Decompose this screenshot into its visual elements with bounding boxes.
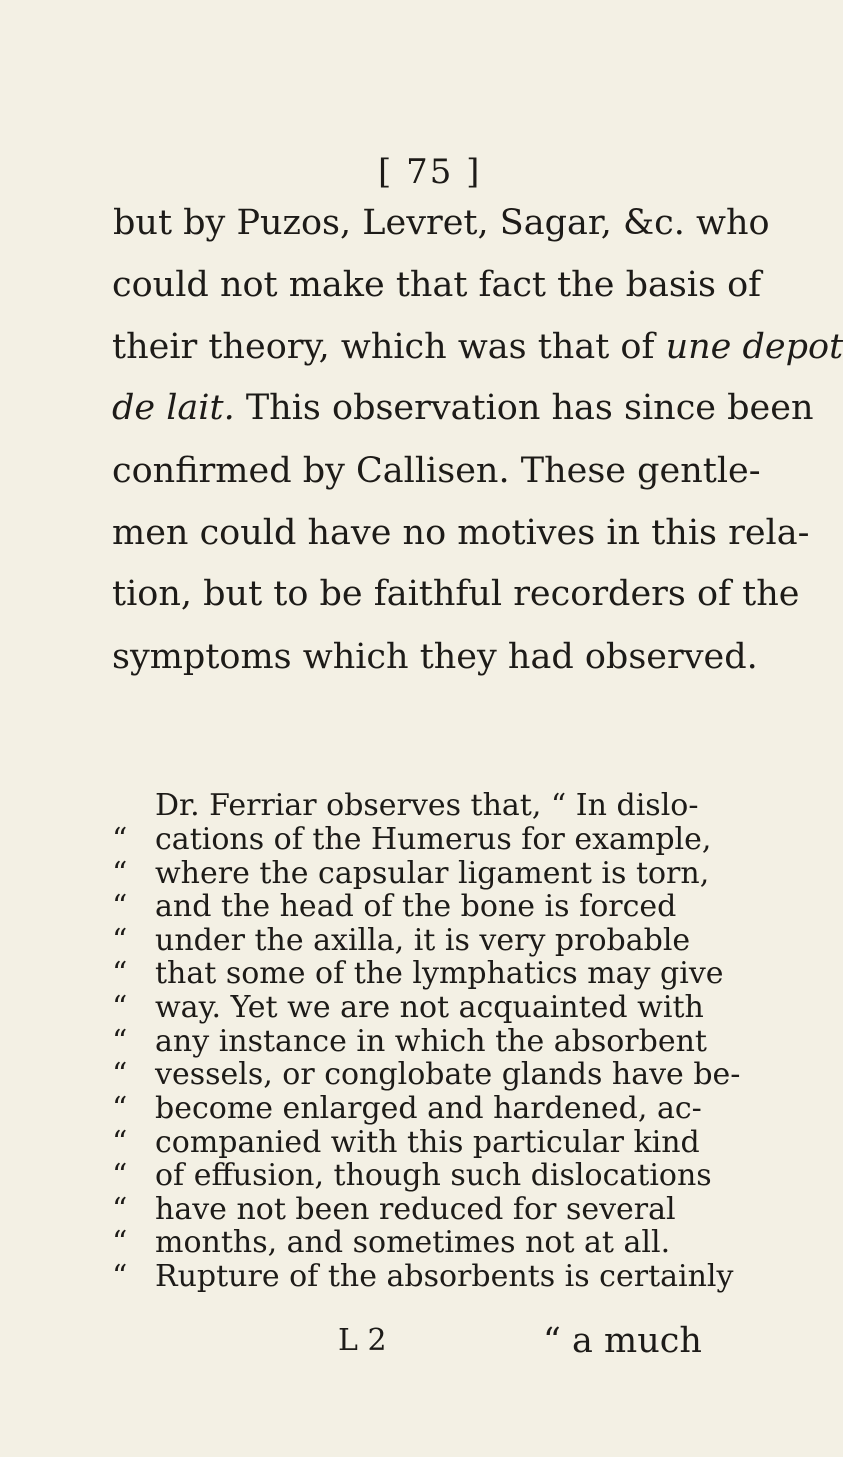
quote-mark: “ (112, 956, 128, 992)
text-line: have not been reduced for several (155, 1191, 676, 1227)
italic-phrase: une depot (665, 327, 843, 367)
text-line: become enlarged and hardened, ac- (155, 1090, 702, 1126)
quote-mark: “ (112, 1057, 128, 1093)
text-line (112, 327, 843, 367)
text-line: men could have no motives in this rela- (112, 513, 810, 553)
quote-mark: “ (112, 822, 128, 857)
text-line: cations of the Humerus for example, (155, 822, 712, 857)
quote-mark: “ (112, 1191, 128, 1227)
text-span: their theory, which was that of (112, 327, 666, 367)
text-line: symptoms which they had observed. (112, 637, 758, 677)
text-line: under the axilla, it is very probable (155, 922, 691, 958)
italic-phrase: de lait. (112, 388, 235, 428)
text-line: confirmed by Callisen. These gentle- (112, 451, 761, 491)
text-line: Dr. Ferriar observes that, “ In dislo- (155, 788, 699, 824)
quote-mark: “ (112, 1023, 128, 1059)
quote-mark: “ (112, 1225, 128, 1261)
text-line: where the capsular ligament is torn, (155, 855, 710, 891)
page-number-header: [ 75 ] (378, 152, 482, 192)
catchword: “ a much (543, 1321, 702, 1361)
text-line: and the head of the bone is forced (155, 889, 677, 925)
text-line: but by Puzos, Levret, Sagar, &c. who (113, 203, 770, 243)
quote-mark: “ (112, 990, 128, 1026)
text-line: of effusion, though such dislocations (155, 1158, 712, 1194)
quote-mark: “ (112, 855, 128, 891)
text-line: tion, but to be faithful recorders of the (112, 574, 800, 614)
text-line: way. Yet we are not acquainted with (155, 990, 704, 1026)
text-line: that some of the lymphatics may give (155, 956, 724, 992)
quote-mark: “ (112, 1158, 128, 1194)
quote-mark: “ (112, 1124, 128, 1160)
text-line: months, and sometimes not at all. (155, 1225, 671, 1261)
text-line: Rupture of the absorbents is certainly (155, 1259, 734, 1294)
text-line: vessels, or conglobate glands have be- (155, 1057, 741, 1093)
text-span: This observation has since been (234, 388, 814, 428)
text-line: any instance in which the absorbent (155, 1023, 707, 1059)
quote-mark: “ (112, 1259, 128, 1294)
text-line: could not make that fact the basis of (112, 265, 762, 305)
text-line (112, 388, 814, 428)
text-line: companied with this particular kind (155, 1124, 700, 1160)
quote-mark: “ (112, 1090, 128, 1126)
quote-mark: “ (112, 889, 128, 925)
signature-mark: L 2 (338, 1323, 387, 1358)
quote-mark: “ (112, 922, 128, 958)
